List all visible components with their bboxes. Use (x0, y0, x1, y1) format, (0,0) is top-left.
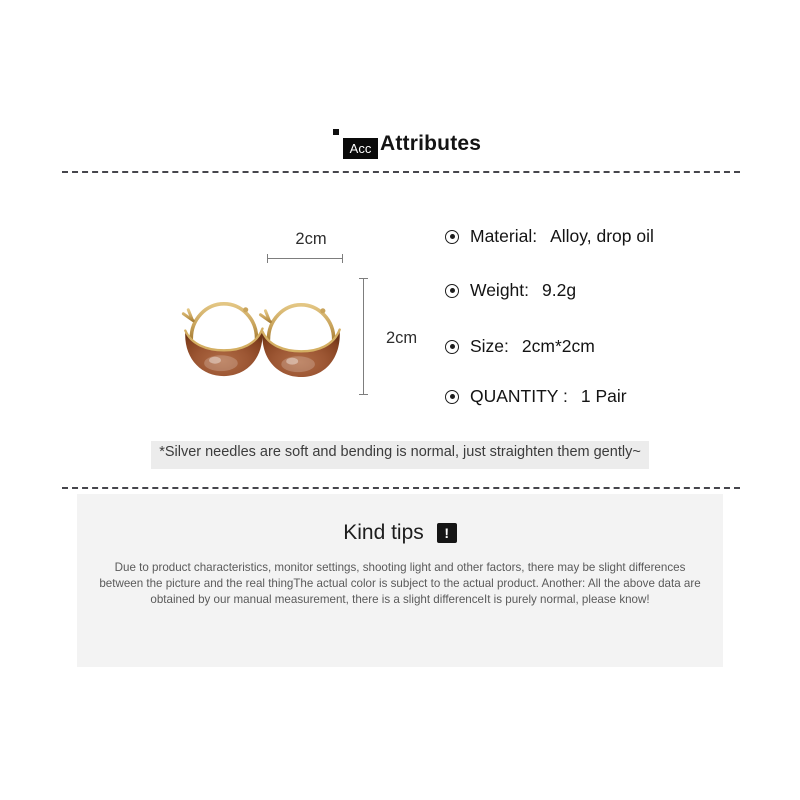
dimension-tick (267, 254, 268, 263)
width-dimension-line (267, 258, 343, 259)
attribute-label: QUANTITY : (470, 386, 568, 406)
attribute-value: Alloy, drop oil (550, 226, 654, 246)
attribute-value: 2cm*2cm (521, 336, 595, 356)
circled-dot-bullet-icon (445, 390, 459, 404)
width-dimension-label: 2cm (295, 230, 327, 248)
kind-tips-title: Kind tips (343, 521, 424, 544)
attribute-row-weight (445, 280, 576, 301)
page-title: Attributes (380, 132, 482, 155)
circled-dot-bullet-icon (445, 284, 459, 298)
acc-tag (343, 138, 378, 159)
attribute-value: 9.2g (542, 280, 577, 300)
attribute-row-material (445, 226, 654, 247)
attribute-row-size (445, 336, 595, 357)
dimension-tick (359, 394, 368, 395)
dimension-tick (342, 254, 343, 263)
attribute-label: Weight: (470, 280, 530, 300)
attribute-label: Material: (470, 226, 538, 246)
circled-dot-bullet-icon (445, 230, 459, 244)
kind-tips-body: Due to product characteristics, monitor settings, shooting light and other factors, there may be slight differences between the picture and the real thingThe actual color is subject to the actual product. Another: All the above data are obtained by our manual measurement, there is a slight differenceIt is purely normal, please know! (99, 561, 701, 606)
attribute-row-quantity (445, 386, 627, 407)
silver-needle-note: *Silver needles are soft and bending is normal, just straighten them gently~ (151, 441, 649, 469)
tag-corner-square (333, 129, 339, 135)
kind-tips-title-row (77, 521, 723, 545)
earrings-product-image (179, 289, 346, 382)
height-dimension-label: 2cm (386, 329, 418, 347)
divider-dashed-bottom (62, 487, 740, 489)
acc-tag-label: Acc (349, 141, 372, 156)
circled-dot-bullet-icon (445, 340, 459, 354)
silver-needle-note-row (0, 441, 800, 469)
exclamation-icon: ! (437, 523, 457, 543)
divider-dashed-top (62, 171, 740, 173)
attribute-label: Size: (470, 336, 509, 356)
attribute-value: 1 Pair (580, 386, 627, 406)
height-dimension-line (363, 278, 364, 395)
dimension-tick (359, 278, 368, 279)
kind-tips-panel (77, 494, 723, 667)
